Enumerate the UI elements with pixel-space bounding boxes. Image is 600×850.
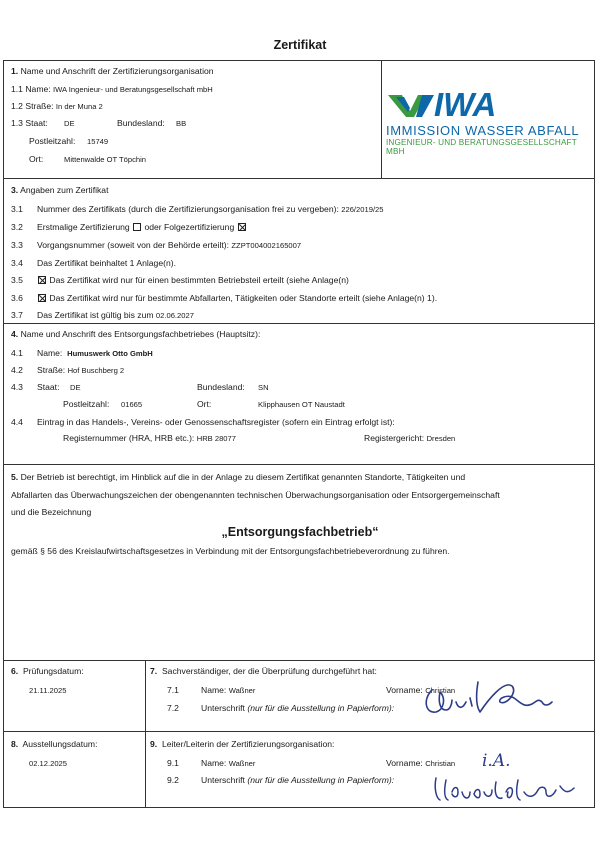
s4-row-1-num: 4.1 (11, 348, 23, 358)
s4-row-2-num: 4.2 (11, 365, 23, 375)
s9-vorname-row: Vorname: Christian (386, 758, 456, 768)
divider-section-4 (3, 323, 595, 324)
s3-row-6-num: 3.6 (11, 293, 23, 303)
s7-row-1-num: 7.1 (167, 685, 179, 695)
logo-wordmark: IWA (434, 86, 497, 123)
divider-bottom (145, 660, 146, 808)
s3-row-1-text: Nummer des Zertifikats (durch die Zertifizierungsorganisation frei zu vergeben): 226/2019/25 (37, 204, 384, 214)
s7-vorname-row: Vorname: Christian (386, 685, 456, 695)
s5-designation: „Entsorgungsfachbetrieb“ (221, 525, 379, 539)
s5-line-2: Abfallarten das Überwachungszeichen der obengenannten technischen Überwachungsorganisation oder Entsorgergemeinschaft (11, 490, 500, 500)
s7-name-row: Name: Waßner (201, 685, 256, 695)
wave-logo-icon (388, 94, 434, 118)
s4-bundesland-label: Bundesland: (197, 382, 245, 392)
s4-state-label: Staat: (37, 382, 60, 392)
folge-checkbox (238, 223, 246, 231)
logo-tagline-1: IMMISSION WASSER ABFALL (386, 123, 580, 138)
s9-name-row: Name: Waßner (201, 758, 256, 768)
s1-plz-value: 15749 (87, 137, 109, 146)
s4-plz-label: Postleitzahl: (63, 399, 110, 409)
s4-ort-label: Ort: (197, 399, 212, 409)
s1-ort-label: Ort: (29, 154, 44, 164)
s9-signature-row: Unterschrift (nur für die Ausstellung in Papierform): (201, 775, 395, 785)
s3-row-2-text: Erstmalige Zertifizierung oder Folgezertifizierung (37, 222, 247, 233)
s3-row-1: 3.1 (11, 204, 23, 214)
s3-row-7-text: Das Zertifikat ist gültig bis zum 02.06.2027 (37, 310, 194, 320)
divider-section-5 (3, 464, 595, 465)
s3-row-5-num: 3.5 (11, 275, 23, 285)
s9-row-2-num: 9.2 (167, 775, 179, 785)
signature-expert-icon (420, 672, 560, 722)
s1-bundesland-value: BB (176, 119, 187, 128)
divider-section-8 (3, 731, 595, 732)
abfallarten-checkbox (38, 294, 46, 302)
logo-tagline-2: INGENIEUR- UND BERATUNGSGESELLSCHAFT MBH (386, 138, 577, 156)
s4-name-row: Name: Humuswerk Otto GmbH (37, 348, 153, 358)
s4-street-row: Straße: Hof Buschberg 2 (37, 365, 125, 375)
signature-director-icon (430, 772, 580, 806)
s4-plz-value: 01665 (121, 400, 143, 409)
s1-street-row: 1.2 Straße: In der Muna 2 (11, 101, 103, 111)
s3-row-3-num: 3.3 (11, 240, 23, 250)
s4-row-3-num: 4.3 (11, 382, 23, 392)
s1-state-value: DE (64, 119, 75, 128)
s1-name-row: 1.1 Name: IWA Ingenieur- und Beratungsgesellschaft mbH (11, 84, 213, 94)
s4-court-row: Registergericht: Dresden (364, 433, 456, 443)
s9-row-1-num: 9.1 (167, 758, 179, 768)
s3-row-4-text: Das Zertifikat beinhaltet 1 Anlage(n). (37, 258, 177, 268)
s9-label-row: 9. Leiter/Leiterin der Zertifizierungsorganisation: (150, 739, 335, 749)
erstmalig-checkbox (133, 223, 141, 231)
ia-handwriting: i.A. (482, 751, 511, 771)
s5-line-3: und die Bezeichnung (11, 507, 92, 517)
s4-state-value: DE (70, 383, 81, 392)
s1-bundesland-label: Bundesland: (117, 118, 165, 128)
s3-row-7-num: 3.7 (11, 310, 23, 320)
s6-date-value: 21.11.2025 (29, 686, 67, 695)
s5-line-4: gemäß § 56 des Kreislaufwirtschaftsgesetzes in Verbindung mit der Entsorgungsfachbetriebeverordnung zu führen. (11, 546, 450, 556)
divider-logo (381, 60, 382, 178)
s7-signature-row: Unterschrift (nur für die Ausstellung in Papierform): (201, 703, 395, 713)
section-1-heading: 1. Name und Anschrift der Zertifizierungsorganisation (11, 66, 214, 76)
s7-label-row: 7. Sachverständiger, der die Überprüfung durchgeführt hat: (150, 666, 377, 676)
document-title: Zertifikat (273, 38, 327, 52)
section-4-heading: 4. Name und Anschrift des Entsorgungsfachbetriebes (Hauptsitz): (11, 329, 261, 339)
s3-row-2-num: 3.2 (11, 222, 23, 232)
s8-label-row: 8. Ausstellungsdatum: (11, 739, 98, 749)
s1-ort-value: Mittenwalde OT Töpchin (64, 155, 147, 164)
s6-label-row: 6. Prüfungsdatum: (11, 666, 84, 676)
s5-line-1: 5. Der Betrieb ist berechtigt, im Hinblick auf die in der Anlage zu diesem Zertifikat genannten Standorte, Tätigkeiten und (11, 472, 466, 482)
s8-date-value: 02.12.2025 (29, 759, 68, 768)
s4-ort-value: Klipphausen OT Naustadt (258, 400, 345, 409)
s3-row-3-text: Vorgangsnummer (soweit von der Behörde erteilt): ZZPT004002165007 (37, 240, 302, 250)
s1-plz-label: Postleitzahl: (29, 136, 76, 146)
s3-row-6-text: Das Zertifikat wird nur für bestimmte Abfallarten, Tätigkeiten oder Standorte erteilt (siehe Anlage(n) 1). (37, 293, 437, 304)
s3-row-4-num: 3.4 (11, 258, 23, 268)
s4-register-text: Eintrag in das Handels-, Vereins- oder Genossenschaftsregister (sofern ein Eintrag erfolgt ist): (37, 417, 395, 427)
divider-section-6 (3, 660, 595, 661)
s4-bundesland-value: SN (258, 383, 269, 392)
s1-state-label: 1.3 Staat: (11, 118, 48, 128)
s7-row-2-num: 7.2 (167, 703, 179, 713)
iwa-logo (386, 86, 592, 156)
divider-section-3 (3, 178, 595, 179)
s4-regnum-row: Registernummer (HRA, HRB etc.): HRB 28077 (63, 433, 236, 443)
betriebsteil-checkbox (38, 276, 46, 284)
s4-row-4-num: 4.4 (11, 417, 23, 427)
s3-row-5-text: Das Zertifikat wird nur für einen bestimmten Betriebsteil erteilt (siehe Anlage(n) (37, 275, 349, 286)
section-3-heading: 3. Angaben zum Zertifikat (11, 185, 109, 195)
